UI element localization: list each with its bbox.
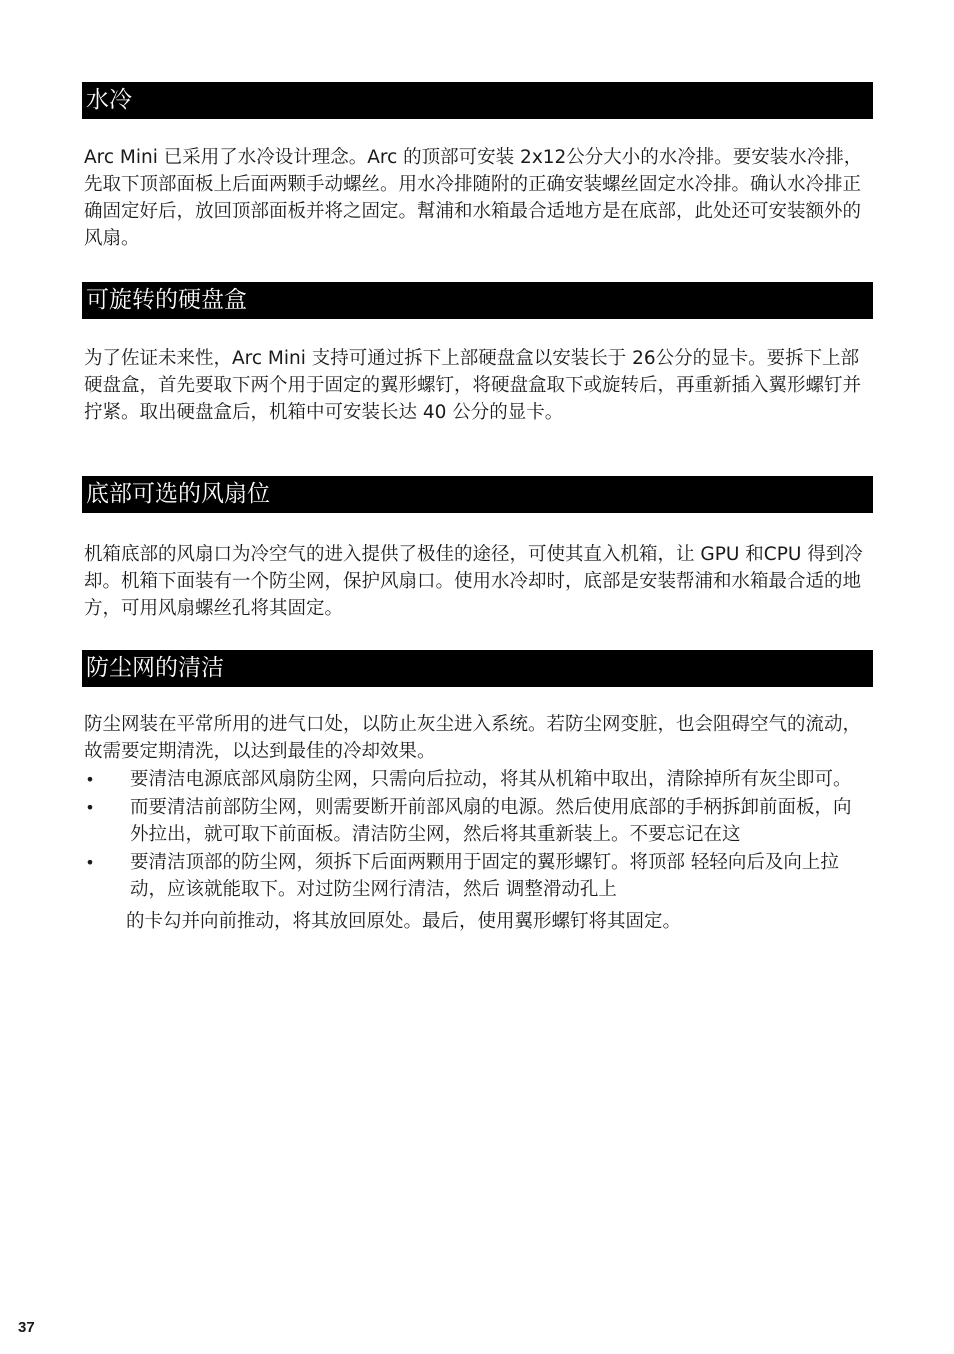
page-number: 37 xyxy=(18,1319,35,1336)
paragraph-rotatable-hdd-cage: 为了佐证未来性，Arc Mini 支持可通过拆下上部硬盘盒以安装长于 26公分的显卡。要拆下上部硬盘盒，首先要取下两个用于固定的翼形螺钉，将硬盘盒取下或旋转后，再重新插入翼形螺钉并拧紧。取出硬盘盒后，机箱中可安装长达 40 公分的显卡。 xyxy=(84,348,862,423)
section-header-water-cooling: 水冷 xyxy=(82,82,873,119)
list-item xyxy=(84,849,869,935)
paragraph-dust-filter-cleaning: 防尘网装在平常所用的进气口处，以防止灰尘进入系统。若防尘网变脏，也会阻碍空气的流动，故需要定期清洗，以达到最佳的冷却效果。 xyxy=(84,714,862,762)
list-item-text-continuation: 的卡勾并向前推动，将其放回原处。最后，使用翼形螺钉将其固定。 xyxy=(126,911,682,932)
dust-filter-steps-list xyxy=(84,766,869,936)
section-header-bottom-fan-slot: 底部可选的风扇位 xyxy=(82,476,873,513)
list-item-text: 要清洁顶部的防尘网，须拆下后面两颗用于固定的翼形螺钉。将顶部 轻轻向后及向上拉动，应该就能取下。对过防尘网行清洁，然后 调整滑动孔上 xyxy=(130,852,839,900)
bullet-icon: • xyxy=(85,798,95,817)
paragraph-water-cooling: Arc Mini 已采用了水冷设计理念。Arc 的顶部可安装 2x12公分大小的水冷排。要安装水冷排，先取下顶部面板上后面两颗手动螺丝。用水冷排随附的正确安装螺丝固定水冷排。确认水冷排正确固定好后，放回顶部面板并将之固定。幫浦和水箱最合适地方是在底部，此处还可安装额外的风扇。 xyxy=(84,147,863,249)
list-item-text: 而要清洁前部防尘网，则需要断开前部风扇的电源。然后使用底部的手柄拆卸前面板，向外拉出，就可取下前面板。清洁防尘网，然后将其重新装上。不要忘记在这 xyxy=(130,797,852,845)
bullet-icon: • xyxy=(85,770,95,789)
section-header-dust-filter-cleaning: 防尘网的清洁 xyxy=(82,650,873,687)
list-item-text: 要清洁电源底部风扇防尘网，只需向后拉动，将其从机箱中取出，清除掉所有灰尘即可。 xyxy=(130,769,852,790)
bullet-icon: • xyxy=(85,853,95,872)
section-header-rotatable-hdd-cage: 可旋转的硬盘盒 xyxy=(82,282,873,319)
list-item xyxy=(84,794,869,848)
list-item xyxy=(84,766,869,793)
paragraph-bottom-fan-slot: 机箱底部的风扇口为冷空气的进入提供了极佳的途径，可使其直入机箱，让 GPU 和CPU 得到冷却。机箱下面装有一个防尘网，保护风扇口。使用水冷却时，底部是安装帮浦和水箱最合适的地方，可用风扇螺丝孔将其固定。 xyxy=(84,544,863,619)
